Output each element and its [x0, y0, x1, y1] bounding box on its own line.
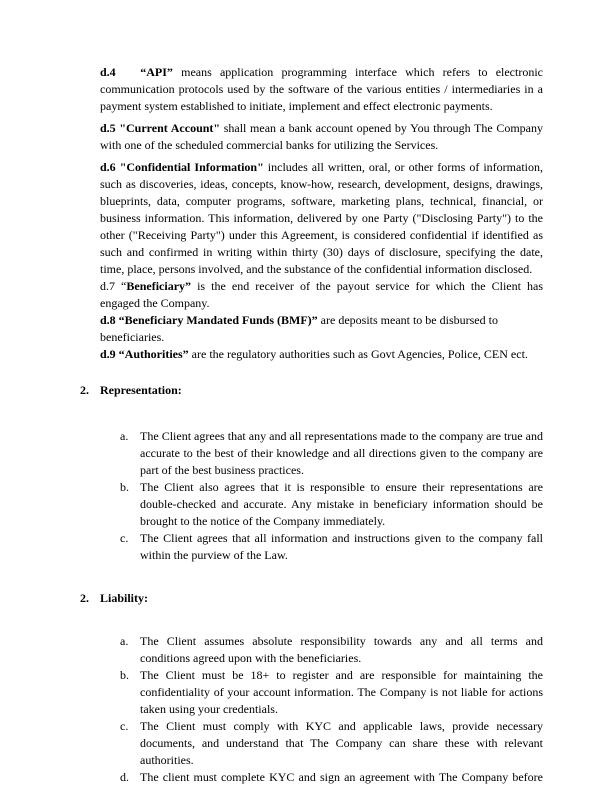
definition-prefix: d.7 “: [100, 279, 127, 293]
definitions-group: [100, 159, 543, 363]
definition-d7: [100, 278, 543, 312]
definition-term: d.5 "Current Account": [100, 121, 221, 135]
definition-d5: [100, 120, 543, 154]
definition-body: includes all written, oral, or other forms of information, such as discoveries, ideas, concepts, know-how, research, development, designs, drawings, blueprints, data, computer programs, software, marketing plans, technical, financial, or business information. This information, delivered by one Party ("Disclosing Party") to the other ("Receiving Party") under this Agreement, is considered confidential if identified as such and confirmed in writing within thirty (30) days of disclosure, specifying the date, time, place, persons involved, and the substance of the confidential information disclosed.: [100, 160, 543, 276]
list-marker: d.: [120, 770, 129, 784]
section-number: 2.: [80, 383, 89, 397]
definition-term: d.6 "Confidential Information": [100, 160, 264, 174]
liability-list: [120, 633, 543, 786]
representation-item-a: [120, 428, 543, 479]
section-number: 2.: [80, 591, 89, 605]
list-marker: b.: [120, 668, 129, 682]
definition-body: are deposits meant to be disbursed to beneficiaries.: [100, 313, 498, 344]
list-marker: a.: [120, 634, 129, 648]
definition-d6: [100, 159, 543, 278]
definition-body: shall mean a bank account opened by You through The Company with one of the scheduled commercial banks for utilizing the Services.: [100, 121, 543, 152]
list-item-text: The Client also agrees that it is responsible to ensure their representations are double-checked and accurate. Any mistake in beneficiary information should be brought to the notice of the Company immediately.: [140, 480, 543, 528]
list-item-text: The Client must comply with KYC and applicable laws, provide necessary documents, and understand that The Company can share these with relevant authorities.: [140, 719, 543, 767]
liability-item-d: [120, 769, 543, 786]
liability-item-b: [120, 667, 543, 718]
definition-body: means application programming interface which refers to electronic communication protocols used by the software of the various entities / intermediaries in a payment system established to initiate, implement and effect electronic payments.: [100, 65, 543, 113]
list-marker: a.: [120, 429, 129, 443]
definition-d4: [100, 64, 543, 115]
list-item-text: The client must complete KYC and sign an agreement with The Company before: [140, 770, 543, 784]
list-item-text: The Client agrees that all information and instructions given to the company fall within the purview of the Law.: [140, 531, 543, 562]
definition-term: d.8 “Beneficiary Mandated Funds (BMF)”: [100, 313, 318, 327]
list-marker: c.: [120, 531, 129, 545]
definition-term: Beneficiary”: [126, 279, 192, 293]
list-marker: b.: [120, 480, 129, 494]
definition-d8: [100, 312, 543, 346]
representation-item-c: [120, 530, 543, 564]
definition-d9: [100, 346, 543, 363]
representation-list: [120, 428, 543, 564]
liability-item-a: [120, 633, 543, 667]
liability-item-c: [120, 718, 543, 769]
section-title: Representation:: [100, 383, 182, 397]
definition-body: is the end receiver of the payout service for which the Client has engaged the Company.: [100, 279, 543, 310]
section-heading-liability: [80, 590, 543, 607]
list-item-text: The Client agrees that any and all representations made to the company are true and accurate to the best of their knowledge and all directions given to the company are part of the best business practices.: [140, 429, 543, 477]
section-title: Liability:: [100, 591, 149, 605]
definition-body: are the regulatory authorities such as Govt Agencies, Police, CEN ect.: [188, 347, 528, 361]
definition-term: d.4 “API”: [100, 65, 173, 79]
section-heading-representation: [80, 382, 543, 399]
list-item-text: The Client assumes absolute responsibility towards any and all terms and conditions agreed upon with the beneficiaries.: [140, 634, 543, 665]
list-marker: c.: [120, 719, 129, 733]
list-item-text: The Client must be 18+ to register and are responsible for maintaining the confidentiality of your account information. The Company is not liable for actions taken using your credentials.: [140, 668, 543, 716]
representation-item-b: [120, 479, 543, 530]
definition-term: d.9 “Authorities”: [100, 347, 189, 361]
